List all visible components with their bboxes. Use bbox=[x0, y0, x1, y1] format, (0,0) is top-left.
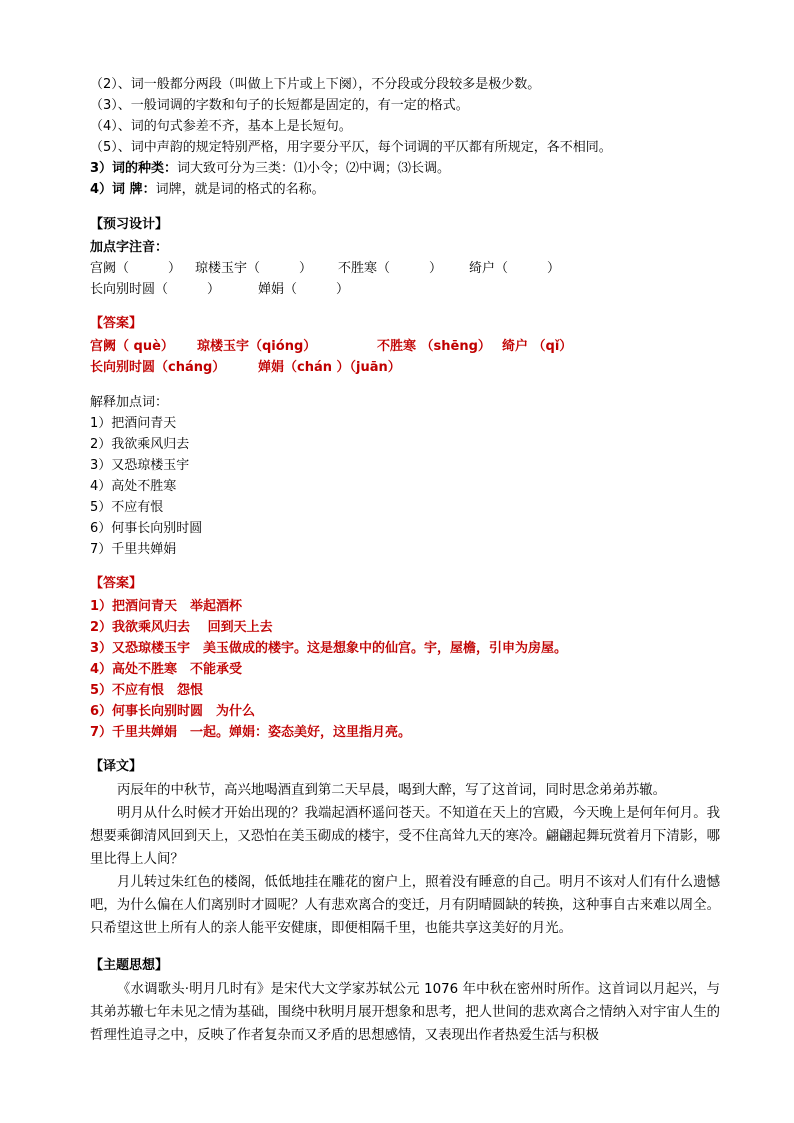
answer-pinyin-item: 长向别时圆（cháng） bbox=[90, 360, 226, 375]
answer-pinyin-row-2 bbox=[90, 357, 720, 378]
cipai-line bbox=[90, 179, 720, 200]
answer-pinyin-item: 宫阙（ què） bbox=[90, 339, 174, 354]
explain-item: 6）何事长向别时圆 bbox=[90, 521, 203, 536]
answer-item: 4）高处不胜寒 不能承受 bbox=[90, 662, 243, 677]
intro-line-4: （4）、词的句式参差不齐，基本上是长短句。 bbox=[90, 119, 352, 134]
pinyin-row-1 bbox=[90, 258, 720, 279]
document-page bbox=[90, 74, 720, 1047]
answer-pinyin-row-1 bbox=[90, 336, 720, 357]
answer-item: 1）把酒问青天 举起酒杯 bbox=[90, 599, 243, 614]
explain-item: 7）千里共婵娟 bbox=[90, 542, 177, 557]
pinyin-item: 婵娟（ ） bbox=[258, 282, 350, 297]
answer-pinyin-item: 琼楼玉宇（qióng） bbox=[197, 339, 317, 354]
explain-item: 5）不应有恨 bbox=[90, 500, 164, 515]
translation-paragraph: 明月从什么时候才开始出现的？我端起酒杯遥问苍天。不知道在天上的宫殿，今天晚上是何年何月。我想要乘御清风回到天上，又恐怕在美玉砌成的楼宇，受不住高耸九天的寒冷。翩翩起舞玩赏着月下清影，哪里比得上人间？ bbox=[90, 806, 720, 867]
answer-item: 2）我欲乘风归去 回到天上去 bbox=[90, 620, 273, 635]
answer-item: 6）何事长向别时圆 为什么 bbox=[90, 704, 256, 719]
pinyin-item: 长向别时圆（ ） bbox=[90, 282, 221, 297]
answer-pinyin-item: 婵娟（chán ）（juān） bbox=[258, 360, 401, 375]
translation-heading: 【译文】 bbox=[90, 759, 143, 774]
theme-paragraph: 《水调歌头·明月几时有》是宋代大文学家苏轼公元 1076 年中秋在密州时所作。这首词以月起兴，与其弟苏辙七年未见之情为基础，围绕中秋明月展开想象和思考，把人世间的悲欢离合之情纳入对宇宙人生的哲理性追寻之中，反映了作者复杂而又矛盾的思想感情，又表现出作者热爱生活与积极 bbox=[90, 982, 720, 1043]
explain-title: 解释加点词： bbox=[90, 395, 169, 410]
pinyin-title: 加点字注音： bbox=[90, 240, 169, 255]
answer-heading-1: 【答案】 bbox=[90, 316, 143, 331]
answer-pinyin-item: 不胜寒 （shēng） bbox=[377, 339, 491, 354]
pinyin-row-2 bbox=[90, 279, 720, 300]
explain-item: 1）把酒问青天 bbox=[90, 416, 177, 431]
explain-item: 2）我欲乘风归去 bbox=[90, 437, 190, 452]
explain-item: 4）高处不胜寒 bbox=[90, 479, 177, 494]
answer-pinyin-item: 绮户 （qǐ） bbox=[502, 339, 573, 354]
ci-types-label: 3）词的种类： bbox=[90, 161, 178, 176]
answer-item: 3）又恐琼楼玉宇 美玉做成的楼宇。这是想象中的仙宫。宇，屋檐，引申为房屋。 bbox=[90, 641, 568, 656]
answer-heading-2: 【答案】 bbox=[90, 576, 143, 591]
preview-heading: 【预习设计】 bbox=[90, 217, 169, 232]
translation-paragraph: 月儿转过朱红色的楼阁，低低地挂在雕花的窗户上，照着没有睡意的自己。明月不该对人们有什么遗憾吧，为什么偏在人们离别时才圆呢？人有悲欢离合的变迁，月有阴晴圆缺的转换，这种事自古来难以周全。只希望这世上所有人的亲人能平安健康，即便相隔千里，也能共享这美好的月光。 bbox=[90, 875, 720, 936]
ci-types-text: 词大致可分为三类：⑴小令；⑵中调；⑶长调。 bbox=[177, 161, 451, 176]
pinyin-item: 琼楼玉宇（ ） bbox=[195, 261, 313, 276]
translation-paragraph: 丙辰年的中秋节，高兴地喝酒直到第二天早晨，喝到大醉，写了这首词，同时思念弟弟苏辙。 bbox=[117, 783, 667, 798]
pinyin-item: 宫阙（ ） bbox=[90, 261, 182, 276]
answer-item: 5）不应有恨 怨恨 bbox=[90, 683, 204, 698]
intro-line-2: （2）、词一般都分两段（叫做上下片或上下阕），不分段或分段较多是极少数。 bbox=[90, 77, 541, 92]
pinyin-item: 不胜寒（ ） bbox=[338, 261, 443, 276]
explain-item: 3）又恐琼楼玉宇 bbox=[90, 458, 190, 473]
cipai-text: 词牌，就是词的格式的名称。 bbox=[155, 182, 325, 197]
ci-types-line bbox=[90, 158, 720, 179]
answer-item: 7）千里共婵娟 一起。婵娟：姿态美好，这里指月亮。 bbox=[90, 725, 412, 740]
intro-line-5: （5）、词中声韵的规定特别严格，用字要分平仄，每个词调的平仄都有所规定，各不相同。 bbox=[90, 140, 612, 155]
pinyin-item: 绮户（ ） bbox=[469, 261, 561, 276]
theme-heading: 【主题思想】 bbox=[90, 958, 169, 973]
intro-line-3: （3）、一般词调的字数和句子的长短都是固定的，有一定的格式。 bbox=[90, 98, 469, 113]
cipai-label: 4）词 牌： bbox=[90, 182, 156, 197]
